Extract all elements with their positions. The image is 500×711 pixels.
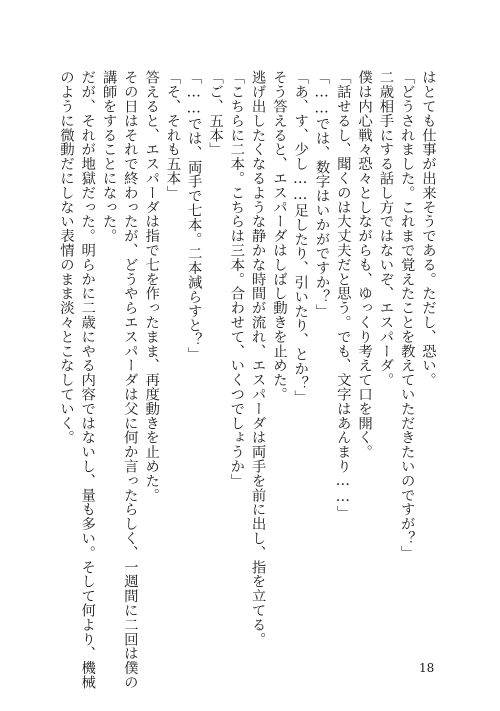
text-line-16: 講師をすることになった。	[100, 70, 117, 243]
text-line-18: のように微動だにしない表情のまま淡々とこなしていく。	[57, 70, 74, 445]
text-line-5: 「話せるし、聞くのは大丈夫だと思う。でも、文字はあんまり……」	[334, 70, 351, 520]
text-line-12: 「……では、両手で七本。二本減らすと？」	[185, 70, 202, 362]
text-line-6: 「……では、数字はいかがですか？」	[313, 70, 330, 318]
text-line-15: その日はそれで終わったが、どうやらエスパーダは父に何か言ったらしく、一週間に二回は僕の	[121, 70, 138, 690]
text-line-7: 「あ、す、少し……足したり、引いたり、とか？」	[292, 70, 309, 405]
text-line-2: 「どうされました。これまで覚えたことを教えていただきたいのですが？」	[398, 70, 415, 560]
page-number: 18	[419, 661, 435, 675]
text-line-9: 逃げ出したくなるような静かな時間が流れ、エスパーダは両手を前に出し、指を立てる。	[249, 70, 266, 646]
text-line-17: だが、それが地獄だった。明らかに二歳にやる内容ではないし、量も多い。そして何より、機械	[79, 70, 96, 690]
text-line-1: はとても仕事が出来そうである。ただし、恐い。	[420, 70, 436, 387]
text-line-4: 僕は内心戦々恐々としながらも、ゆっくり考えて口を開く。	[356, 70, 373, 459]
text-line-10: 「こちらに二本。こちらは三本。合わせて、いくつでしょうか」	[228, 70, 245, 488]
text-line-14: 答えると、エスパーダは指で七を作ったまま、再度動きを止めた。	[143, 70, 160, 502]
text-line-8: そう答えると、エスパーダはしばし動きを止めた。	[270, 70, 287, 402]
text-line-3: 二歳相手にする話し方ではないぞ、エスパーダ。	[377, 70, 394, 387]
text-line-11: 「ご、五本」	[207, 70, 224, 157]
text-line-13: 「そ、それも五本」	[164, 70, 181, 200]
